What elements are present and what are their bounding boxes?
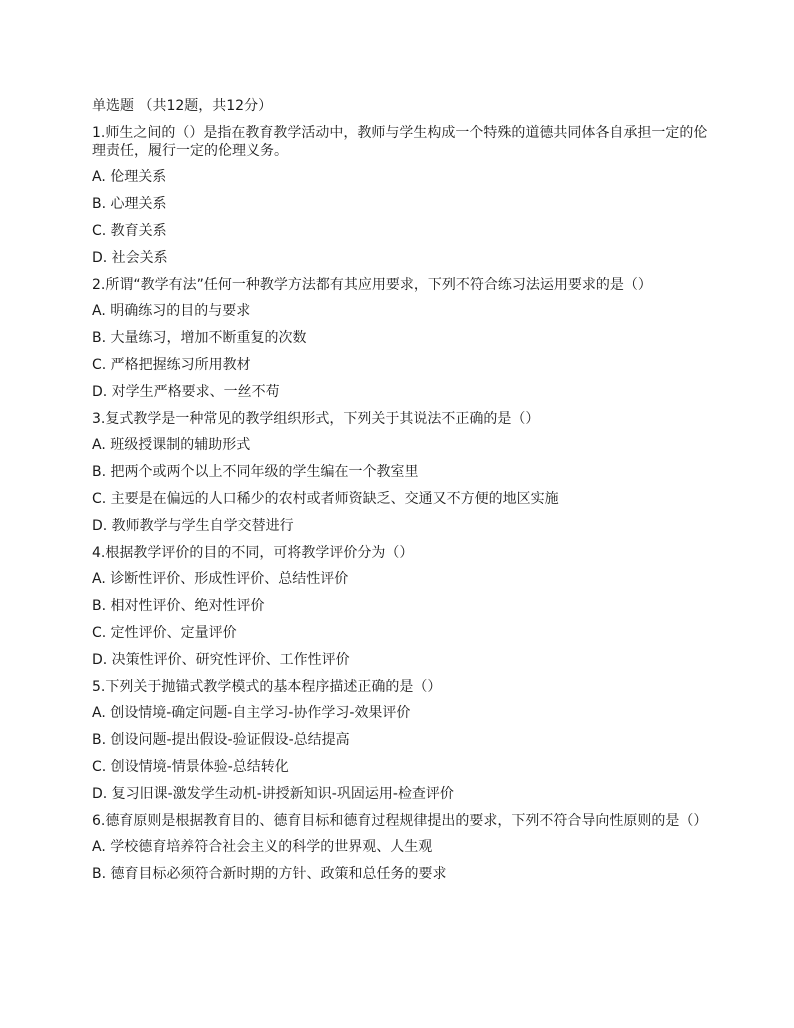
option-list — [92, 436, 712, 535]
option-b: B. 创设问题-提出假设-验证假设-总结提高 — [92, 732, 350, 748]
question-2 — [92, 276, 712, 401]
question-6 — [92, 812, 712, 883]
option-d: D. 社会关系 — [92, 250, 168, 266]
question-stem: 3.复式教学是一种常见的教学组织形式，下列关于其说法不正确的是（） — [92, 411, 540, 427]
question-stem: 1.师生之间的（）是指在教育教学活动中，教师与学生构成一个特殊的道德共同体各自承担一定的伦理责任，履行一定的伦理义务。 — [92, 125, 708, 159]
option-a: A. 班级授课制的辅助形式 — [92, 437, 251, 453]
question-stem: 2.所谓“教学有法”任何一种教学方法都有其应用要求，下列不符合练习法运用要求的是（） — [92, 277, 652, 293]
option-d: D. 复习旧课-激发学生动机-讲授新知识-巩固运用-检查评价 — [92, 786, 454, 802]
option-list — [92, 570, 712, 669]
option-c: C. 严格把握练习所用教材 — [92, 357, 251, 373]
option-list — [92, 838, 712, 883]
option-b: B. 把两个或两个以上不同年级的学生编在一个教室里 — [92, 464, 419, 480]
question-stem: 5.下列关于抛锚式教学模式的基本程序描述正确的是（） — [92, 679, 442, 695]
option-d: D. 决策性评价、研究性评价、工作性评价 — [92, 652, 350, 668]
option-a: A. 伦理关系 — [92, 169, 167, 185]
option-c: C. 定性评价、定量评价 — [92, 625, 237, 641]
option-b: B. 德育目标必须符合新时期的方针、政策和总任务的要求 — [92, 866, 447, 882]
question-1 — [92, 124, 712, 267]
option-a: A. 诊断性评价、形成性评价、总结性评价 — [92, 571, 349, 587]
question-stem: 4.根据教学评价的目的不同，可将教学评价分为（） — [92, 545, 414, 561]
option-list — [92, 302, 712, 401]
option-d: D. 教师教学与学生自学交替进行 — [92, 518, 294, 534]
option-a: A. 创设情境-确定问题-自主学习-协作学习-效果评价 — [92, 705, 411, 721]
option-d: D. 对学生严格要求、一丝不苟 — [92, 384, 280, 400]
option-b: B. 相对性评价、绝对性评价 — [92, 598, 265, 614]
question-stem: 6.德育原则是根据教育目的、德育目标和德育过程规律提出的要求，下列不符合导向性原则的是（） — [92, 813, 708, 829]
exam-content — [92, 97, 712, 892]
question-3 — [92, 410, 712, 535]
option-a: A. 学校德育培养符合社会主义的科学的世界观、人生观 — [92, 839, 433, 855]
option-list — [92, 704, 712, 803]
question-4 — [92, 544, 712, 669]
section-title: 单选题 （共12题，共12分） — [92, 98, 273, 114]
option-c: C. 教育关系 — [92, 223, 167, 239]
option-b: B. 大量练习，增加不断重复的次数 — [92, 330, 307, 346]
option-a: A. 明确练习的目的与要求 — [92, 303, 251, 319]
option-b: B. 心理关系 — [92, 196, 167, 212]
option-c: C. 主要是在偏远的人口稀少的农村或者师资缺乏、交通又不方便的地区实施 — [92, 491, 559, 507]
option-list — [92, 168, 712, 267]
option-c: C. 创设情境-情景体验-总结转化 — [92, 759, 289, 775]
question-5 — [92, 678, 712, 803]
